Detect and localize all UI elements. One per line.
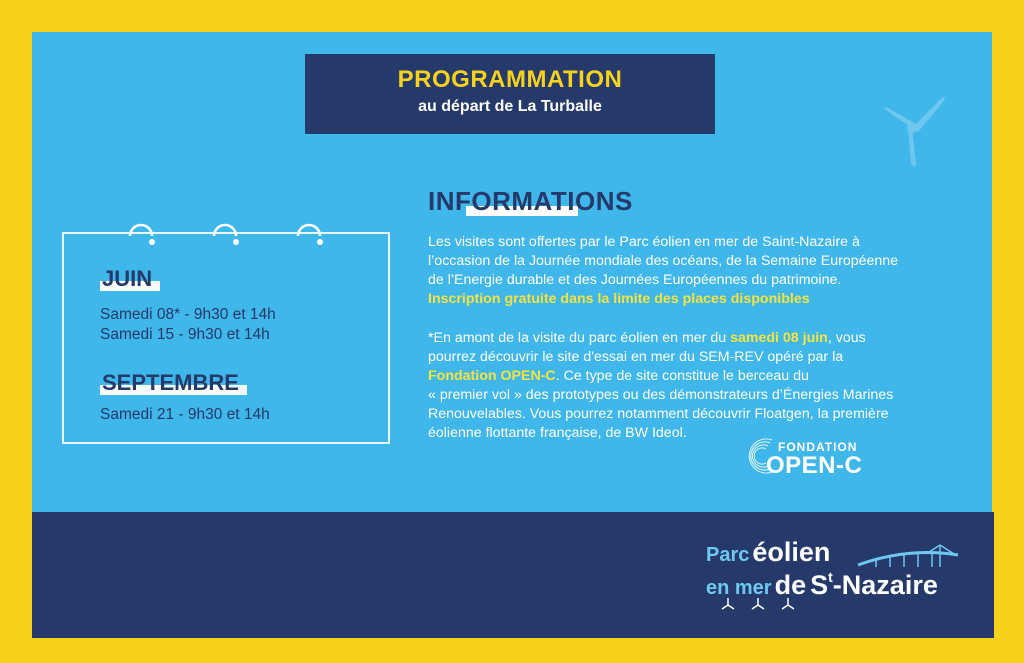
date-line: Samedi 15 - 9h30 et 14h	[100, 326, 270, 343]
calendar-ring-icon	[126, 218, 156, 248]
text-line: pourrez découvrir le site d'essai en mer du SEM-REV opéré par la	[428, 349, 844, 365]
date-line: Samedi 21 - 9h30 et 14h	[100, 406, 270, 423]
text-line: Fondation OPEN-C. Ce type de site constitue le berceau du	[428, 368, 809, 384]
info-paragraph	[428, 233, 898, 309]
parc-eolien-logo: Parc éolien en mer de $S^t$-Nazaire	[706, 535, 966, 615]
text-line: *En amont de la visite du parc éolien en mer du samedi 08 juin, vous	[428, 330, 866, 346]
program-title-box	[305, 54, 715, 134]
mini-turbine-icon	[720, 597, 800, 613]
date-line: Samedi 08* - 9h30 et 14h	[100, 306, 276, 323]
text-line: « premier vol » des prototypes ou des démonstrateurs d’Énergies Marines	[428, 387, 894, 403]
text-line: l’occasion de la Journée mondiale des océans, de la Semaine Européenne	[428, 253, 899, 269]
calendar-ring-icon	[294, 218, 324, 248]
text-line: Renouvelables. Vous pourrez notamment découvrir Floatgen, la première	[428, 406, 889, 422]
page-subtitle: au départ de La Turballe	[418, 98, 602, 115]
calendar-card	[62, 232, 390, 444]
open-c-logo: FONDATION OPEN-C	[742, 430, 892, 482]
calendar-ring-icon	[210, 218, 240, 248]
text-line: éolienne flottante française, de BW Ideol.	[428, 425, 687, 441]
info-footnote	[428, 329, 893, 443]
month-heading: SEPTEMBRE	[102, 370, 239, 396]
bridge-icon	[856, 543, 960, 567]
turbine-icon	[880, 88, 950, 168]
page-title: PROGRAMMATION	[397, 66, 623, 93]
date-highlight: samedi 08 juin	[730, 330, 828, 346]
info-heading: INFORMATIONS	[428, 186, 633, 216]
foundation-highlight: Fondation OPEN-C	[428, 368, 556, 384]
text-line: de l’Energie durable et des Journées Européennes du patrimoine.	[428, 272, 842, 288]
month-heading: JUIN	[102, 266, 152, 292]
text-line: Les visites sont offertes par le Parc éolien en mer de Saint-Nazaire à	[428, 234, 860, 250]
registration-note: Inscription gratuite dans la limite des places disponibles	[428, 291, 810, 307]
